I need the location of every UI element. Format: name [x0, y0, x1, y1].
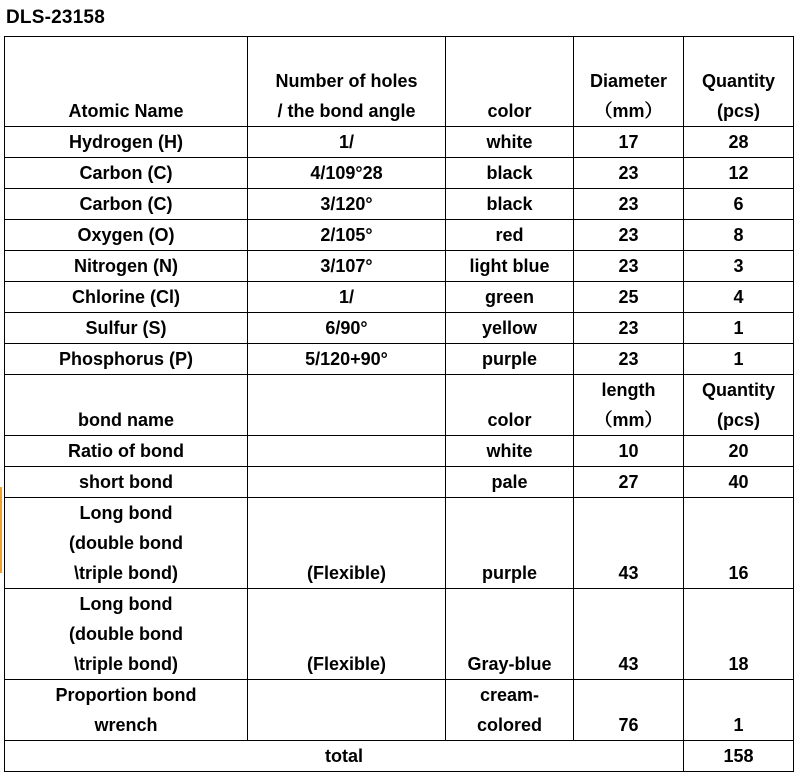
wrench-name-line1: Proportion bond: [55, 685, 197, 705]
atom-color: black: [446, 158, 574, 189]
atom-color: black: [446, 189, 574, 220]
atom-name: Carbon (C): [5, 158, 248, 189]
atom-quantity: 1: [684, 313, 794, 344]
header-diameter-line1: Diameter: [589, 71, 668, 91]
atom-diameter: 25: [574, 282, 684, 313]
bond-row: [5, 467, 794, 498]
bond-name: [5, 498, 248, 589]
bond-name-line2: (double bond: [69, 624, 183, 644]
wrench-name: [5, 680, 248, 741]
atom-name: Sulfur (S): [5, 313, 248, 344]
bond-name-line2: (double bond: [69, 533, 183, 553]
header-diameter-line2: （mm）: [594, 101, 663, 121]
atom-row: [5, 282, 794, 313]
atom-name: Phosphorus (P): [5, 344, 248, 375]
atom-row: [5, 251, 794, 282]
bond-color: pale: [446, 467, 574, 498]
atom-row: [5, 127, 794, 158]
atom-holes: 2/105°: [248, 220, 446, 251]
atom-holes: 3/120°: [248, 189, 446, 220]
atom-color: white: [446, 127, 574, 158]
atom-diameter: 23: [574, 189, 684, 220]
bond-quantity: 20: [684, 436, 794, 467]
atom-row: [5, 313, 794, 344]
header-holes-line2: / the bond angle: [277, 101, 416, 121]
atom-header-row: [5, 37, 794, 127]
header-length-line2: （mm）: [594, 410, 663, 430]
atom-name: Chlorine (Cl): [5, 282, 248, 313]
atom-diameter: 23: [574, 251, 684, 282]
bond-length: 27: [574, 467, 684, 498]
parts-table: [4, 36, 794, 772]
header-length-line1: length: [601, 380, 656, 400]
atom-color: yellow: [446, 313, 574, 344]
bond-name: short bond: [5, 467, 248, 498]
atom-color: light blue: [446, 251, 574, 282]
atom-quantity: 12: [684, 158, 794, 189]
atom-row: [5, 189, 794, 220]
atom-quantity: 3: [684, 251, 794, 282]
atom-holes: 1/: [248, 282, 446, 313]
bond-quantity: 18: [684, 589, 794, 680]
header-bond-empty: [248, 375, 446, 436]
atom-diameter: 17: [574, 127, 684, 158]
atom-holes: 4/109°28: [248, 158, 446, 189]
header-bond-quantity-line1: Quantity: [701, 380, 775, 400]
header-diameter: [574, 37, 684, 127]
bond-quantity: 40: [684, 467, 794, 498]
wrench-note: [248, 680, 446, 741]
header-atomic-name: Atomic Name: [5, 37, 248, 127]
wrench-color-line1: cream-: [479, 685, 540, 705]
product-code-title: DLS-23158: [6, 7, 105, 28]
bond-color: purple: [446, 498, 574, 589]
atom-name: Carbon (C): [5, 189, 248, 220]
atom-quantity: 8: [684, 220, 794, 251]
bond-note: (Flexible): [248, 589, 446, 680]
bond-color: Gray-blue: [446, 589, 574, 680]
left-edge-marker: [0, 487, 2, 573]
bond-note: (Flexible): [248, 498, 446, 589]
bond-row: [5, 589, 794, 680]
atom-quantity: 4: [684, 282, 794, 313]
bond-name-line3: \triple bond): [74, 654, 178, 674]
bond-name-line3: \triple bond): [74, 563, 178, 583]
header-color: color: [446, 37, 574, 127]
wrench-length: 76: [574, 680, 684, 741]
bond-row: [5, 498, 794, 589]
bond-length: 43: [574, 589, 684, 680]
atom-name: Hydrogen (H): [5, 127, 248, 158]
atom-diameter: 23: [574, 344, 684, 375]
wrench-name-line2: wrench: [94, 715, 158, 735]
atom-diameter: 23: [574, 313, 684, 344]
bond-name: [5, 589, 248, 680]
wrench-quantity: 1: [684, 680, 794, 741]
header-quantity: [684, 37, 794, 127]
atom-quantity: 6: [684, 189, 794, 220]
bond-note: [248, 467, 446, 498]
bond-length: 10: [574, 436, 684, 467]
header-length: [574, 375, 684, 436]
atom-quantity: 1: [684, 344, 794, 375]
bond-quantity: 16: [684, 498, 794, 589]
total-value: 158: [684, 741, 794, 772]
bond-length: 43: [574, 498, 684, 589]
atom-name: Oxygen (O): [5, 220, 248, 251]
bond-color: white: [446, 436, 574, 467]
header-quantity-line2: (pcs): [716, 101, 760, 121]
atom-color: purple: [446, 344, 574, 375]
atom-quantity: 28: [684, 127, 794, 158]
atom-row: [5, 344, 794, 375]
total-label: total: [5, 741, 684, 772]
bond-name-line1: Long bond: [79, 594, 173, 614]
bond-note: [248, 436, 446, 467]
atom-diameter: 23: [574, 158, 684, 189]
atom-row: [5, 158, 794, 189]
bond-row: [5, 436, 794, 467]
atom-holes: 3/107°: [248, 251, 446, 282]
atom-holes: 5/120+90°: [248, 344, 446, 375]
wrench-row: [5, 680, 794, 741]
wrench-color-line2: colored: [476, 715, 542, 735]
header-holes-line1: Number of holes: [275, 71, 418, 91]
atom-color: green: [446, 282, 574, 313]
bond-name-line1: Long bond: [79, 503, 173, 523]
header-bond-color: color: [446, 375, 574, 436]
total-row: [5, 741, 794, 772]
bond-name: Ratio of bond: [5, 436, 248, 467]
atom-row: [5, 220, 794, 251]
atom-holes: 1/: [248, 127, 446, 158]
atom-name: Nitrogen (N): [5, 251, 248, 282]
header-bond-quantity: [684, 375, 794, 436]
bond-header-row: [5, 375, 794, 436]
header-holes: [248, 37, 446, 127]
wrench-color: [446, 680, 574, 741]
atom-color: red: [446, 220, 574, 251]
atom-holes: 6/90°: [248, 313, 446, 344]
atom-diameter: 23: [574, 220, 684, 251]
header-bond-quantity-line2: (pcs): [716, 410, 760, 430]
header-bond-name: bond name: [5, 375, 248, 436]
header-quantity-line1: Quantity: [701, 71, 775, 91]
